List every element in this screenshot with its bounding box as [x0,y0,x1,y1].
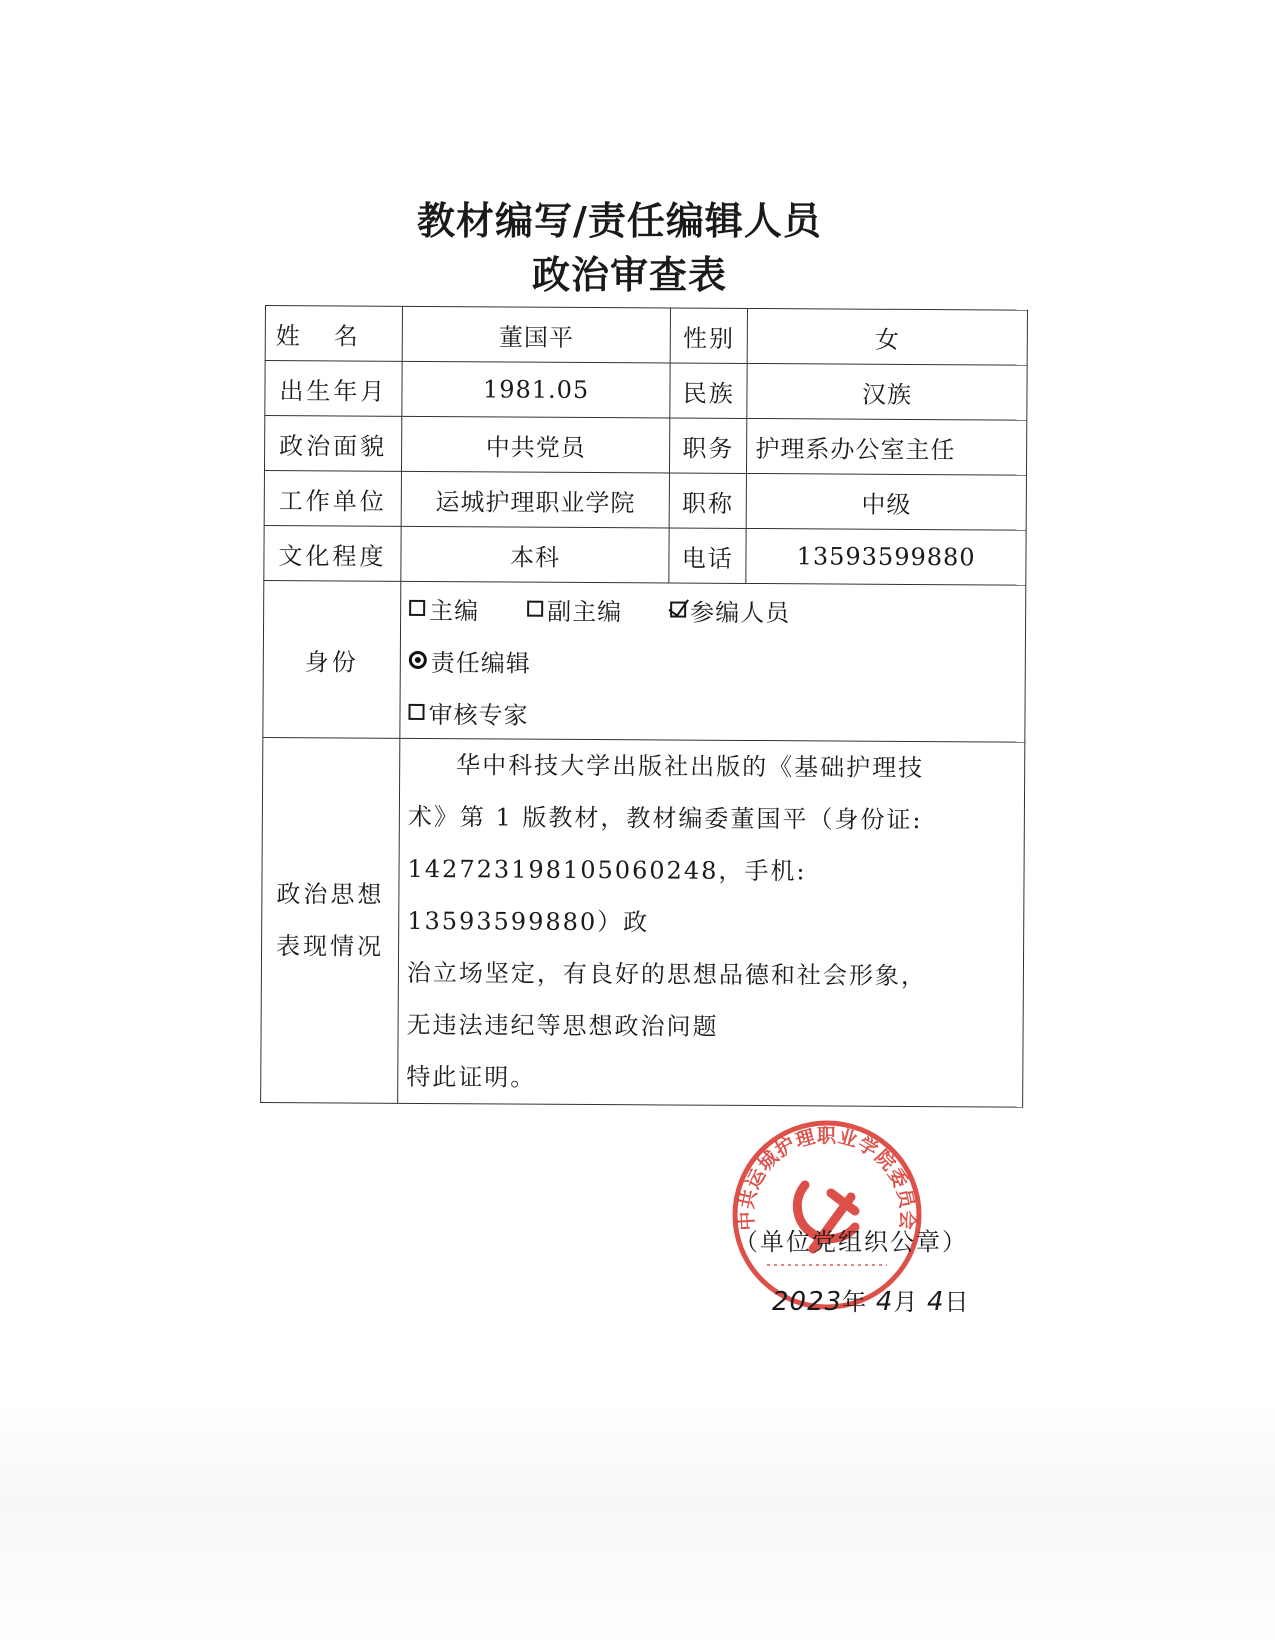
date-unit: 月 [893,1288,919,1316]
ethnicity-value[interactable]: 汉族 [747,363,1027,420]
form-title: 教材编写/责任编辑人员 [417,199,822,243]
remarks-closing: 特此证明。 [406,1062,537,1092]
remarks-paragraph [406,739,1016,1055]
option-label: 参编人员 [690,598,791,627]
remarks-line: 142723198105060248，手机: 13593599880）政 [407,854,807,937]
option-label: 主编 [429,596,480,625]
birth-value[interactable]: 1981.05 [402,361,671,418]
birth-label: 出生年月 [265,361,402,417]
identity-row-3 [408,686,1016,742]
identity-options [400,581,1026,742]
employer-value[interactable]: 运城护理职业学院 [401,471,670,528]
checkbox-icon[interactable] [408,704,424,720]
remarks-line: 无违法违纪等思想政治问题 [406,1010,719,1041]
identity-row-2 [409,634,1017,690]
option-reviewer[interactable] [408,694,528,730]
filled-circle-icon[interactable] [409,651,427,669]
name-label: 姓名 [265,306,402,362]
political-value[interactable]: 中共党员 [401,416,670,473]
phone-value[interactable]: 13593599880 [746,528,1026,585]
gender-value[interactable]: 女 [747,308,1027,365]
checked-checkbox-icon[interactable] [670,601,686,617]
date-unit: 年 [842,1288,868,1316]
education-value[interactable]: 本科 [401,526,670,583]
option-responsible-editor[interactable] [409,642,531,678]
option-label: 责任编辑 [430,648,531,678]
employer-label: 工作单位 [264,470,401,526]
date-unit: 日 [944,1288,970,1316]
remarks-label-line: 政治思想 [276,880,385,909]
phone-label: 电话 [669,528,746,583]
identity-row-1 [409,582,1017,638]
signature-date [772,1282,970,1317]
date-day: 4 [927,1287,945,1317]
seal-text: 中共运城护理职业学院委员会 [735,1124,919,1232]
remarks-label [261,737,400,1103]
option-chief-editor[interactable] [409,590,479,625]
paper-shadow [0,1400,1275,1650]
remarks-line: 治立场坚定，有良好的思想品德和社会形象， [406,958,927,991]
option-contributor[interactable] [670,592,790,628]
table-row [265,306,1027,366]
identity-label: 身份 [263,580,401,738]
gender-label: 性别 [670,308,747,363]
svg-text:中共运城护理职业学院委员会 [735,1125,920,1231]
option-deputy-editor[interactable] [527,591,622,627]
date-month: 4 [875,1287,894,1317]
table-row [263,580,1026,742]
political-label: 政治面貌 [264,416,401,472]
checkbox-icon[interactable] [409,600,425,616]
position-value[interactable]: 护理系办公室主任 [747,418,1027,475]
form-subtitle: 政治审查表 [531,253,727,297]
name-value[interactable]: 董国平 [402,306,671,363]
option-label: 审核专家 [428,700,529,730]
education-label: 文化程度 [264,525,401,581]
table-row [265,361,1027,421]
table-row [261,737,1025,1107]
table-row [264,525,1026,585]
date-year: 2023 [772,1287,843,1317]
table-row [264,416,1026,476]
seal-caption: （单位党组织公章） [734,1228,968,1256]
ethnicity-label: 民族 [670,363,747,418]
remarks-line: 术》第 1 版教材，教材编委董国平（身份证: [407,802,923,835]
option-label: 副主编 [547,597,623,626]
remarks-line: 华中科技大学出版社出版的《基础护理技 [456,751,925,783]
job-title-label: 职称 [669,473,746,528]
job-title-value[interactable]: 中级 [746,473,1026,530]
checkbox-icon[interactable] [527,601,543,617]
remarks-content[interactable] [398,738,1025,1107]
review-form-table [260,305,1028,1108]
remarks-label-line: 表现情况 [275,932,385,961]
table-row [264,470,1026,530]
position-label: 职务 [670,418,747,473]
